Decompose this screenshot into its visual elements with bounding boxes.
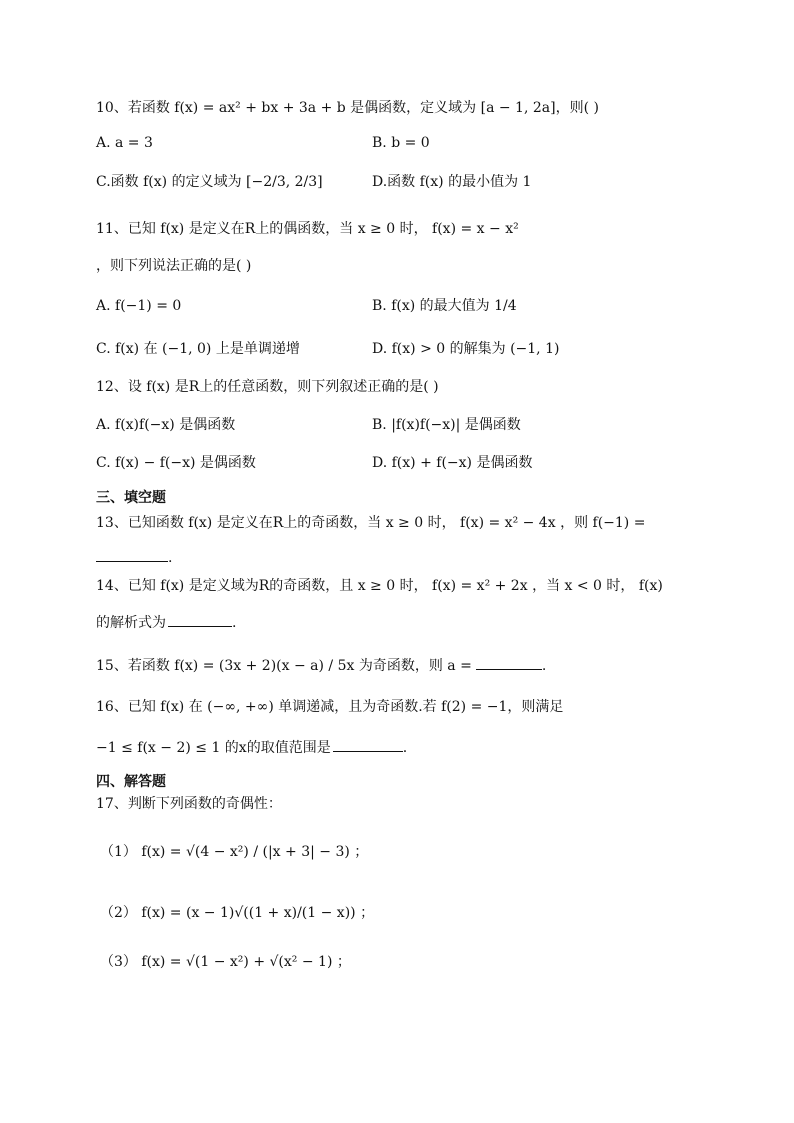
answer-blank [333,739,403,752]
q11-stem: 11、已知 f(x) 是定义在R上的偶函数，当 x ≥ 0 时， f(x) = x − x² [96,221,519,237]
q17-part-3: （3） f(x) = √(1 − x²) + √(x² − 1) ； [100,954,351,970]
answer-blank [168,614,232,627]
q12-stem: 12、设 f(x) 是R上的任意函数，则下列叙述正确的是( ) [96,379,439,395]
q11-option-a: A. f(−1) = 0 [96,298,182,314]
q17-part-1: （1） f(x) = √(4 − x²) / (|x + 3| − 3) ； [100,844,369,860]
q14-stem: 14、已知 f(x) 是定义域为R的奇函数，且 x ≥ 0 时， f(x) = x² + 2x ，当 x < 0 时， f(x) [96,578,663,594]
section-fill-in-blank: 三、填空题 [96,490,166,506]
q16-line2: −1 ≤ f(x − 2) ≤ 1 的x的取值范围是 . [96,740,408,756]
answer-blank [476,657,542,670]
q15-stem: 15、若函数 f(x) = (3x + 2)(x − a) / 5x 为奇函数，则 a = [96,658,472,674]
q11-option-d: D. f(x) > 0 的解集为 (−1, 1) [372,341,560,357]
q10-option-a: A. a = 3 [96,135,153,151]
q11-option-b: B. f(x) 的最大值为 1/4 [372,298,517,314]
q12-option-d: D. f(x) + f(−x) 是偶函数 [372,455,533,471]
q10-stem: 10、若函数 f(x) = ax² + bx + 3a + b 是偶函数，定义域为 [a − 1, 2a]，则( ) [96,100,599,116]
answer-blank [96,549,168,562]
q10-option-c: C.函数 f(x) 的定义域为 [−2/3, 2/3] [96,174,323,190]
q13-answer-blank: . [96,549,172,565]
q11-stem-continued: ，则下列说法正确的是( ) [96,258,252,274]
q13-stem: 13、已知函数 f(x) 是定义在R上的奇函数，当 x ≥ 0 时， f(x) = x² − 4x ，则 f(−1) = [96,515,646,531]
q10-option-b: B. b = 0 [372,135,430,151]
q16-stem-continued: −1 ≤ f(x − 2) ≤ 1 的x的取值范围是 [96,740,331,756]
q15-line: 15、若函数 f(x) = (3x + 2)(x − a) / 5x 为奇函数，则 a = . [96,658,547,674]
q11-option-c: C. f(x) 在 (−1, 0) 上是单调递增 [96,341,300,357]
section-solution: 四、解答题 [96,774,166,790]
q16-stem: 16、已知 f(x) 在 (−∞, +∞) 单调递减，且为奇函数.若 f(2) = −1，则满足 [96,699,564,715]
q17-stem: 17、判断下列函数的奇偶性： [96,796,282,812]
q14-stem-continued: 的解析式为 [96,615,166,631]
q12-option-c: C. f(x) − f(−x) 是偶函数 [96,455,256,471]
q17-part-2: （2） f(x) = (x − 1)√((1 + x)/(1 − x)) ； [100,905,375,921]
q12-option-a: A. f(x)f(−x) 是偶函数 [96,417,236,433]
q14-line2: 的解析式为 . [96,615,237,631]
q12-option-b: B. |f(x)f(−x)| 是偶函数 [372,417,521,433]
q10-option-d: D.函数 f(x) 的最小值为 1 [372,174,532,190]
